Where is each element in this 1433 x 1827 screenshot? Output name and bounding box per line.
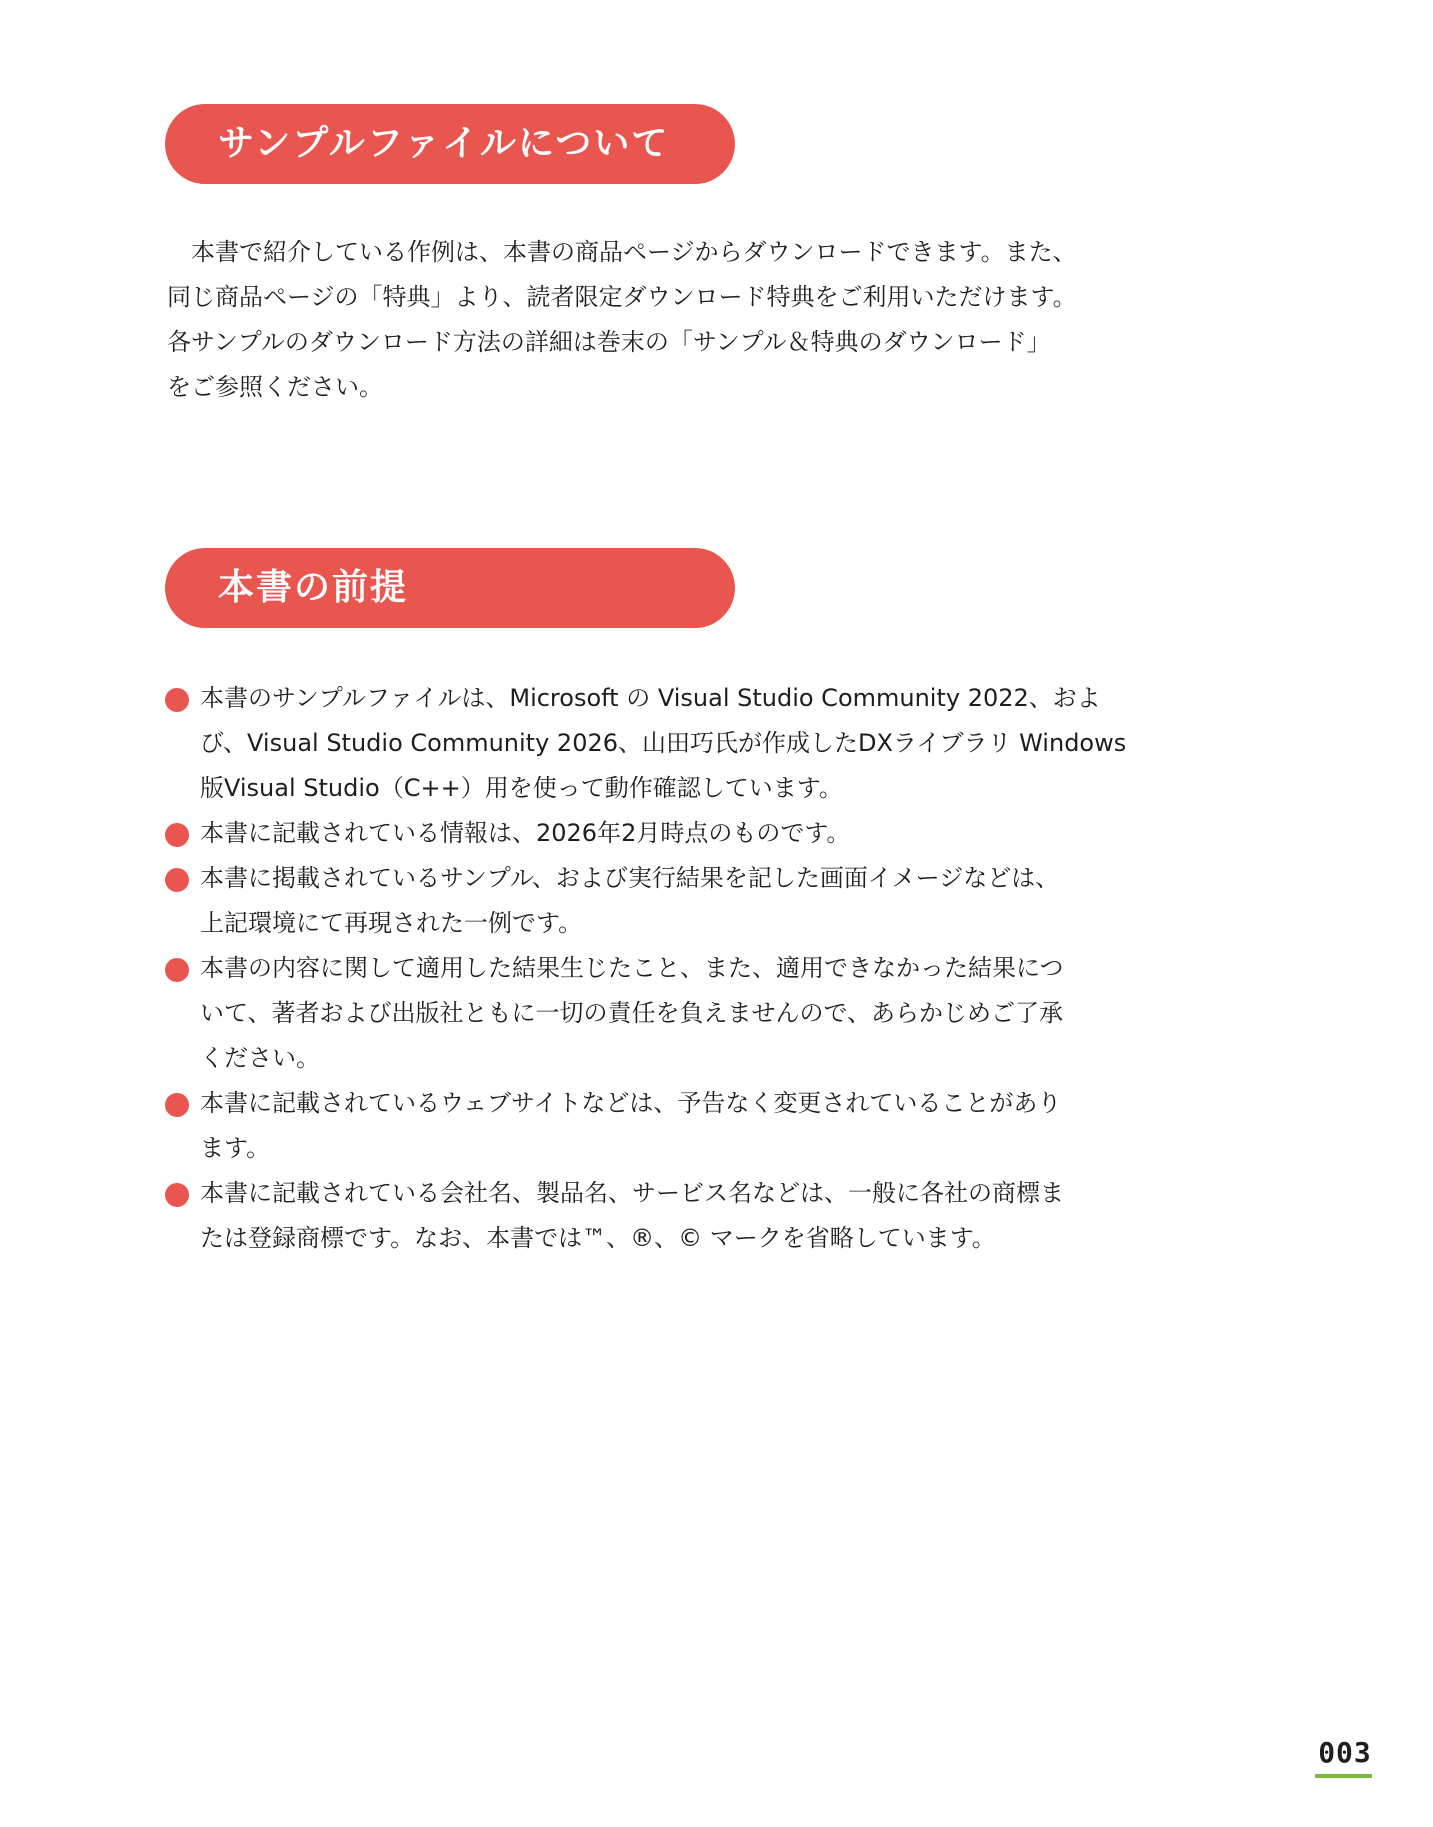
prerequisites-list: [165, 676, 1125, 1261]
list-item: [165, 946, 1125, 1081]
page-number-underline: [1315, 1774, 1372, 1778]
paragraph-line: 各サンプルのダウンロード方法の詳細は巻末の「サンプル＆特典のダウンロード」: [167, 328, 1051, 356]
page-number: 003: [1318, 1736, 1372, 1769]
bullet-icon: [165, 688, 189, 712]
list-item: [165, 811, 1125, 856]
list-item-line: 本書に記載されているウェブサイトなどは、予告なく変更されていることがあり: [200, 1089, 1062, 1117]
paragraph-line: 本書で紹介している作例は、本書の商品ページからダウンロードできます。また、: [191, 238, 1077, 266]
bullet-icon: [165, 1093, 189, 1117]
bullet-icon: [165, 823, 189, 847]
list-item-line: ください。: [200, 1044, 320, 1072]
paragraph-line: をご参照ください。: [167, 373, 383, 401]
sample-files-paragraph: [167, 230, 1127, 410]
section-heading-prerequisites: 本書の前提: [165, 548, 735, 628]
list-item-line: 本書に記載されている会社名、製品名、サービス名などは、一般に各社の商標ま: [200, 1179, 1064, 1207]
list-item-line: 上記環境にて再現された一例です。: [200, 909, 583, 937]
list-item: [165, 856, 1125, 946]
list-item: [165, 676, 1125, 811]
paragraph-line: 同じ商品ページの「特典」より、読者限定ダウンロード特典をご利用いただけます。: [167, 283, 1077, 311]
list-item-line: 本書に掲載されているサンプル、および実行結果を記した画面イメージなどは、: [200, 864, 1060, 892]
list-item-line: いて、著者および出版社ともに一切の責任を負えませんので、あらかじめご了承: [200, 999, 1064, 1027]
list-item-line: 本書に記載されている情報は、2026年2月時点のものです。: [200, 819, 851, 847]
bullet-icon: [165, 1183, 189, 1207]
bullet-icon: [165, 958, 189, 982]
list-item-line: 本書のサンプルファイルは、Microsoft の Visual Studio Community 2022、およ: [200, 684, 1101, 712]
section-heading-sample-files: サンプルファイルについて: [165, 104, 735, 184]
list-item: [165, 1171, 1125, 1261]
list-item-line: 本書の内容に関して適用した結果生じたこと、また、適用できなかった結果につ: [200, 954, 1064, 982]
list-item: [165, 1081, 1125, 1171]
list-item-line: たは登録商標です。なお、本書では™、®、© マークを省略しています。: [200, 1224, 996, 1252]
list-item-line: 版Visual Studio（C++）用を使って動作確認しています。: [200, 774, 843, 802]
list-item-line: び、Visual Studio Community 2026、山田巧氏が作成したDXライブラリ Windows: [200, 729, 1127, 757]
bullet-icon: [165, 868, 189, 892]
list-item-line: ます。: [200, 1134, 271, 1162]
